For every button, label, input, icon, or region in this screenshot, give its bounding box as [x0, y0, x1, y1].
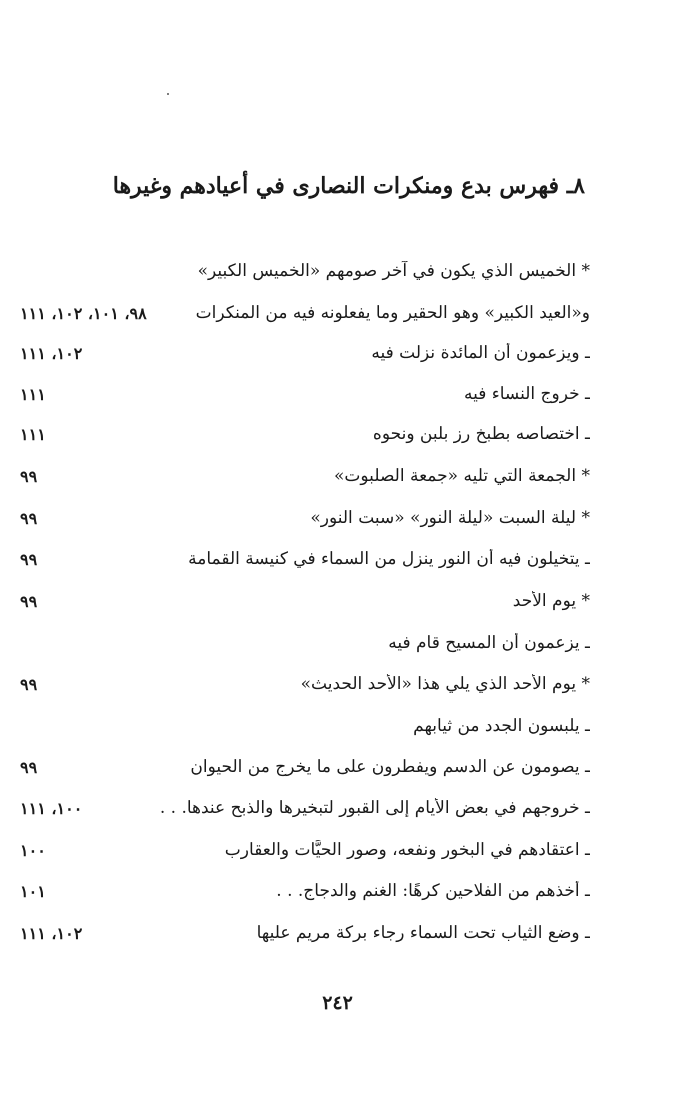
entry-text: * الجمعة التي تليه «جمعة الصلبوت»: [334, 466, 590, 486]
entry-pages: ٩٩: [20, 591, 38, 611]
entry-pages: ٩٩: [20, 549, 38, 569]
entry-pages: ١٠٠، ١١١: [20, 798, 83, 818]
index-entry: [20, 627, 590, 659]
entry-text: * ليلة السبت «ليلة النور» «سبت النور»: [310, 508, 590, 528]
entry-text: ـ وضع الثياب تحت السماء رجاء بركة مريم عليها: [256, 923, 590, 943]
entry-text: ـ يتخيلون فيه أن النور ينزل من السماء في كنيسة القمامة: [188, 549, 590, 569]
index-entry: [20, 255, 590, 287]
entry-text: ـ خروجهم في بعض الأيام إلى القبور لتبخيرها والذبح عندها. . .: [159, 798, 590, 818]
entry-text: * يوم الأحد الذي يلي هذا «الأحد الحديث»: [300, 674, 590, 694]
entry-text: و«العيد الكبير» وهو الحقير وما يفعلونه فيه من المنكرات: [195, 303, 590, 323]
index-heading: ٨ـ فهرس بدع ومنكرات النصارى في أعيادهم وغيرها: [112, 173, 585, 199]
ink-speck: [167, 93, 169, 95]
index-entry: [20, 502, 590, 534]
index-entry: [20, 297, 590, 329]
entry-text: ـ يصومون عن الدسم ويفطرون على ما يخرج من الحيوان: [190, 757, 590, 777]
entry-text: ـ اعتقادهم في البخور ونفعه، وصور الحيَّات والعقارب: [224, 840, 590, 860]
entry-text: ـ خروج النساء فيه: [463, 384, 590, 404]
index-entry: [20, 668, 590, 700]
index-entry: [20, 378, 590, 410]
page-number: ٢٤٢: [322, 992, 353, 1014]
index-entry: [20, 751, 590, 783]
entry-text: ـ أخذهم من الفلاحين كرهًا: الغنم والدجاج. . .: [276, 881, 590, 901]
entry-pages: ٩٩: [20, 508, 38, 528]
entry-pages: ٩٩: [20, 757, 38, 777]
entry-text: * الخميس الذي يكون في آخر صومهم «الخميس الكبير»: [197, 261, 590, 281]
index-entry: [20, 875, 590, 907]
entry-pages: ١١١: [20, 384, 46, 404]
index-entry: [20, 460, 590, 492]
entry-pages: ١٠٢، ١١١: [20, 923, 83, 943]
index-entry: [20, 710, 590, 742]
index-entry: [20, 585, 590, 617]
index-entry: [20, 792, 590, 824]
entry-pages: ١٠٠: [20, 840, 46, 860]
index-entry: [20, 543, 590, 575]
entry-text: ـ اختصاصه بطبخ رز بلبن ونحوه: [372, 424, 590, 444]
index-entry: [20, 917, 590, 949]
entry-pages: ٩٩: [20, 466, 38, 486]
entry-pages: ١٠١: [20, 881, 46, 901]
entry-pages: ١١١: [20, 424, 46, 444]
entry-pages: ٩٩: [20, 674, 38, 694]
entry-text: ـ ويزعمون أن المائدة نزلت فيه: [371, 343, 590, 363]
entry-pages: ١٠٢، ١١١: [20, 343, 83, 363]
index-entry: [20, 834, 590, 866]
entry-pages: ٩٨، ١٠١، ١٠٢، ١١١: [20, 303, 147, 323]
index-entry: [20, 418, 590, 450]
entry-text: * يوم الأحد: [512, 591, 590, 611]
entry-text: ـ يزعمون أن المسيح قام فيه: [388, 633, 590, 653]
entry-text: ـ يلبسون الجدد من ثيابهم: [413, 716, 590, 736]
index-entry: [20, 337, 590, 369]
